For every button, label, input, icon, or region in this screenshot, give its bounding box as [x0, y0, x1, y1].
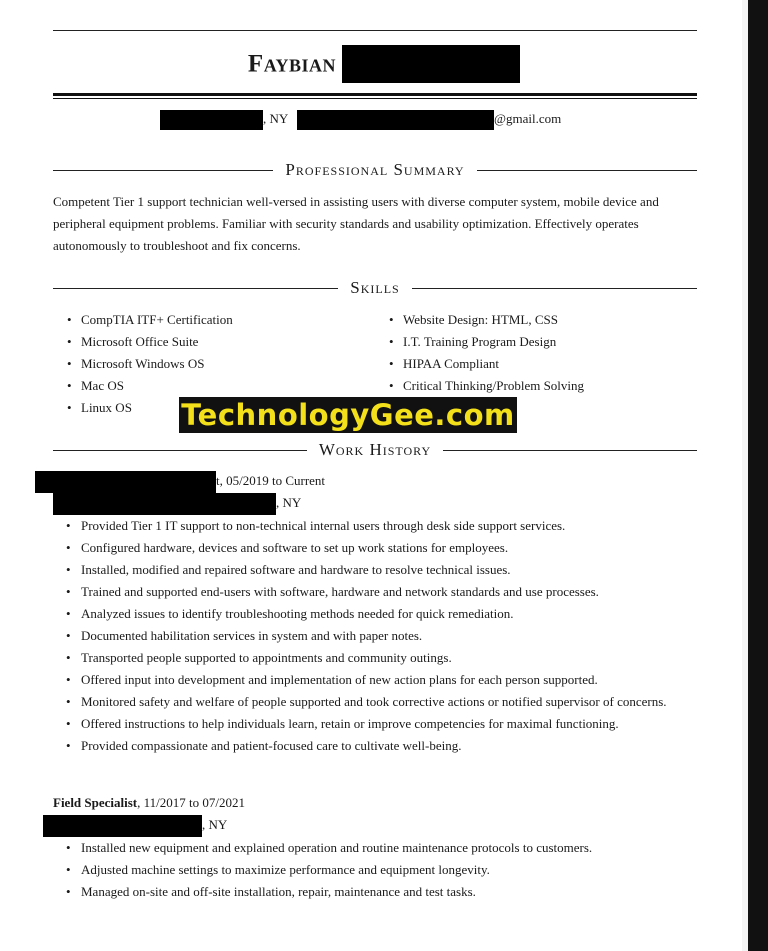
job-1-title-line	[35, 471, 325, 491]
job-bullet: • Monitored safety and welfare of people supported and took corrective actions or notified supervisor of concerns.	[66, 691, 706, 713]
skill-item: • CompTIA ITF+ Certification	[67, 309, 233, 331]
watermark-logo: TechnologyGee.com	[179, 397, 517, 433]
redacted-last-name	[342, 45, 520, 83]
work-history-heading-text: Work History	[318, 440, 432, 459]
job-1-dates: t, 05/2019 to Current	[216, 473, 326, 488]
job-bullet: • Offered instructions to help individuals learn, retain or improve competencies for maximal functioning.	[66, 713, 706, 735]
job-2-title: Field Specialist	[53, 795, 138, 810]
job-bullet: • Adjusted machine settings to maximize performance and equipment longevity.	[66, 859, 706, 881]
heading-rule	[53, 170, 273, 171]
skill-item: • Microsoft Windows OS	[67, 353, 233, 375]
job-bullet: • Trained and supported end-users with software, hardware and network standards and use processes.	[66, 581, 706, 603]
first-name: Faybian	[247, 50, 337, 78]
job-2-bullets	[66, 837, 706, 903]
skill-item: • Microsoft Office Suite	[67, 331, 233, 353]
job-1-bullets	[66, 515, 706, 757]
job-bullet: • Configured hardware, devices and software to set up work stations for employees.	[66, 537, 706, 559]
heading-rule	[412, 288, 697, 289]
job-2-company-line	[43, 815, 227, 835]
job-1-location: , NY	[276, 495, 302, 510]
skill-item: • HIPAA Compliant	[389, 353, 584, 375]
job-bullet: • Provided Tier 1 IT support to non-technical internal users through desk side support services.	[66, 515, 706, 537]
work-history-heading	[53, 439, 697, 461]
job-bullet: • Installed new equipment and explained operation and routine maintenance protocols to customers.	[66, 837, 706, 859]
skill-item: • Linux OS	[67, 397, 233, 419]
job-2-dates: , 11/2017 to 07/2021	[137, 795, 245, 810]
summary-heading	[53, 159, 697, 181]
contact-line	[160, 109, 561, 129]
name-header	[0, 47, 768, 85]
skills-heading	[53, 277, 697, 299]
skills-right-list	[389, 309, 584, 397]
summary-text: Competent Tier 1 support technician well-versed in assisting users with diverse computer system, mobile device and peripheral equipment problems. Familiar with security standards and usability optimization. Effectively operates autonomously to troubleshoot and fix concerns.	[53, 194, 659, 253]
job-bullet: • Offered input into development and implementation of new action plans for each person supported.	[66, 669, 706, 691]
top-rule	[53, 30, 697, 31]
redacted-city	[160, 110, 263, 130]
skill-item: • Website Design: HTML, CSS	[389, 309, 584, 331]
job-bullet: • Managed on-site and off-site installation, repair, maintenance and test tasks.	[66, 881, 706, 903]
skill-item: • I.T. Training Program Design	[389, 331, 584, 353]
redacted-email-user	[297, 110, 494, 130]
summary-heading-text: Professional Summary	[285, 160, 465, 179]
heading-rule	[53, 288, 338, 289]
redacted-company	[53, 493, 276, 515]
redacted-company	[43, 815, 202, 837]
header-rule-thick	[53, 93, 697, 96]
contact-email-domain: @gmail.com	[494, 111, 562, 126]
job-1-company-line	[53, 493, 301, 513]
skill-item: • Mac OS	[67, 375, 233, 397]
job-bullet: • Analyzed issues to identify troubleshooting methods needed for quick remediation.	[66, 603, 706, 625]
job-2-title-line	[53, 793, 245, 813]
contact-location: , NY	[263, 111, 288, 126]
heading-rule	[53, 450, 307, 451]
page-edge	[748, 0, 768, 951]
job-bullet: • Provided compassionate and patient-focused care to cultivate well-being.	[66, 735, 706, 757]
heading-rule	[477, 170, 697, 171]
job-bullet: • Installed, modified and repaired software and hardware to resolve technical issues.	[66, 559, 706, 581]
heading-rule	[443, 450, 697, 451]
job-bullet: • Documented habilitation services in system and with paper notes.	[66, 625, 706, 647]
header-rule-thin	[53, 98, 697, 99]
skills-heading-text: Skills	[350, 278, 400, 297]
redacted-job-title	[35, 471, 216, 493]
skill-item: • Critical Thinking/Problem Solving	[389, 375, 584, 397]
job-bullet: • Transported people supported to appointments and community outings.	[66, 647, 706, 669]
job-2-location: , NY	[202, 817, 228, 832]
